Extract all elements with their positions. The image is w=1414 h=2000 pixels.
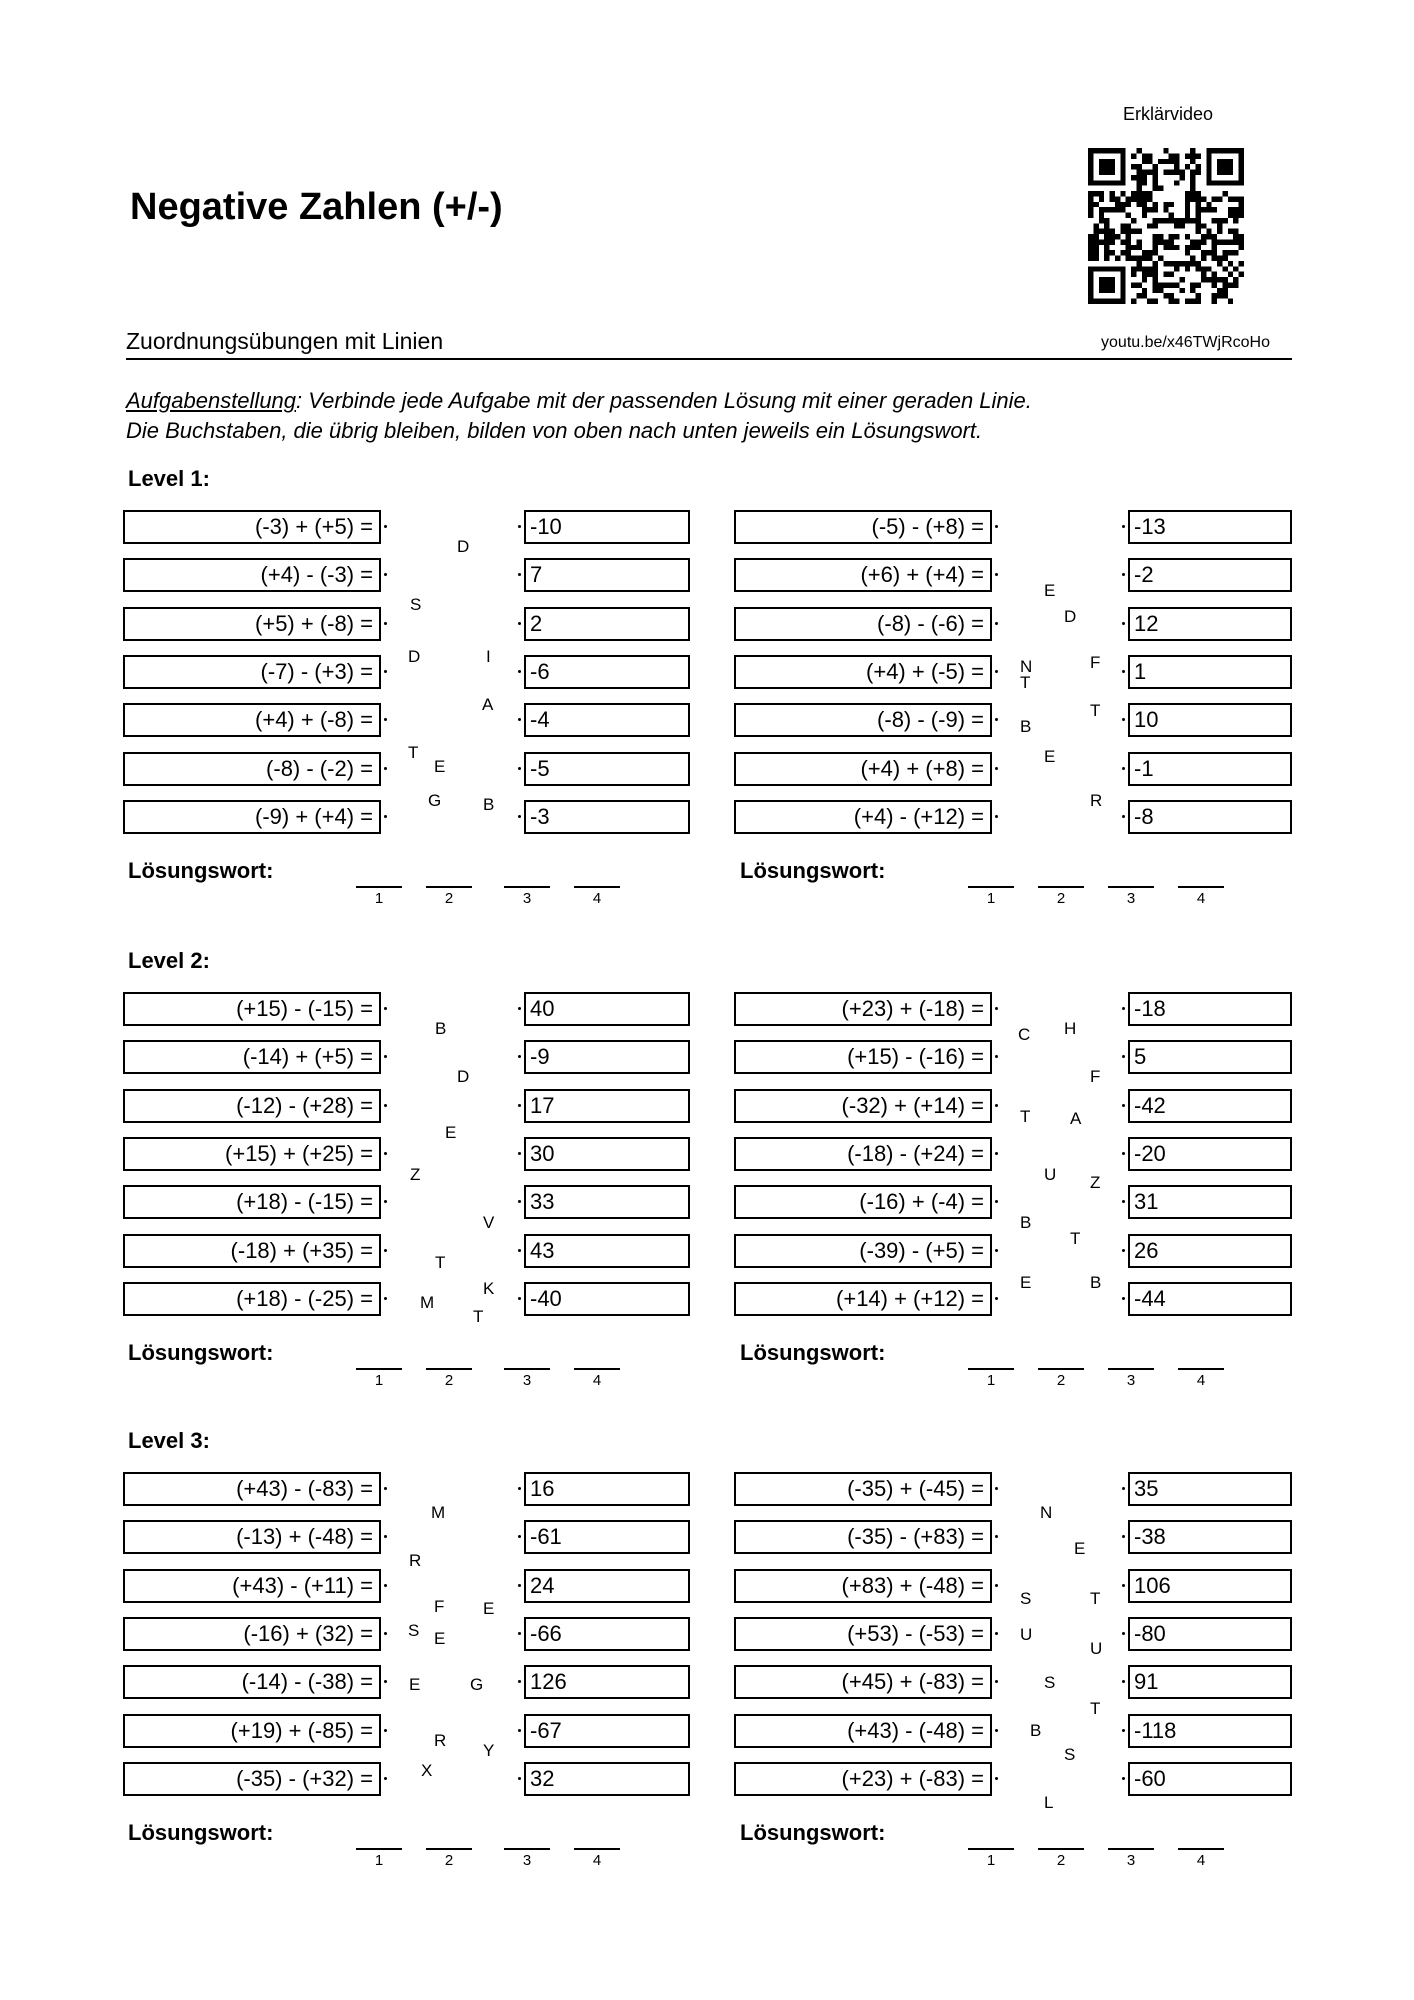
letter-label: R [434,1731,447,1750]
solution-blank[interactable] [504,886,550,888]
letter-label: M [431,1503,446,1522]
exercise-task: (+43) - (+11) = [123,1569,381,1603]
video-url: youtu.be/x46TWjRcoHo [1101,334,1270,351]
blank-number: 4 [1196,890,1206,908]
exercise-answer: -67 [524,1714,690,1748]
task-connector-dot[interactable] [384,1200,387,1203]
solution-blank[interactable] [574,886,620,888]
exercise-task: (-7) - (+3) = [123,655,381,689]
task-connector-dot[interactable] [995,1104,998,1107]
instruction-label: Aufgabenstellung [126,388,297,413]
exercise-answer: -4 [524,703,690,737]
letter-label: B [1030,1721,1042,1740]
letter-label: F [1090,653,1101,672]
answer-connector-dot[interactable] [1122,1680,1125,1683]
answer-connector-dot[interactable] [1122,1007,1125,1010]
exercise-answer: -9 [524,1040,690,1074]
exercise-answer: -118 [1128,1714,1292,1748]
exercise-answer: 32 [524,1762,690,1796]
exercise-task: (+4) + (+8) = [734,752,992,786]
exercise-task: (+5) + (-8) = [123,607,381,641]
solution-blank[interactable] [1038,886,1084,888]
solution-blank[interactable] [968,1368,1014,1370]
blank-number: 2 [444,1372,454,1390]
letter-label: E [445,1123,457,1142]
answer-connector-dot[interactable] [1122,815,1125,818]
letter-label: B [435,1019,447,1038]
task-connector-dot[interactable] [995,622,998,625]
task-connector-dot[interactable] [995,1777,998,1780]
subtitle: Zuordnungsübungen mit Linien [126,328,444,354]
answer-connector-dot[interactable] [1122,622,1125,625]
blank-number: 4 [592,890,602,908]
letter-label: D [457,1067,470,1086]
letter-label: B [1020,717,1032,736]
answer-connector-dot[interactable] [1122,1249,1125,1252]
exercise-task: (-35) - (+32) = [123,1762,381,1796]
solution-blank[interactable] [968,1848,1014,1850]
qr-caption: Erklärvideo [1122,104,1214,124]
task-connector-dot[interactable] [995,573,998,576]
letter-label: B [1090,1273,1102,1292]
task-connector-dot[interactable] [384,718,387,721]
solution-blank[interactable] [574,1368,620,1370]
letter-label: T [408,743,419,762]
solution-blank[interactable] [356,1848,402,1850]
exercise-task: (+15) - (-16) = [734,1040,992,1074]
blank-number: 1 [986,1372,996,1390]
blank-number: 1 [374,1852,384,1870]
letter-label: S [1044,1673,1056,1692]
letter-label: K [483,1279,495,1298]
solution-blank[interactable] [426,1848,472,1850]
answer-connector-dot[interactable] [1122,1152,1125,1155]
task-connector-dot[interactable] [384,670,387,673]
solution-blank[interactable] [504,1848,550,1850]
exercise-answer: 16 [524,1472,690,1506]
letter-label: N [1040,1503,1053,1522]
exercise-answer: 7 [524,558,690,592]
task-connector-dot[interactable] [384,767,387,770]
blank-number: 3 [522,1372,532,1390]
answer-connector-dot[interactable] [1122,1584,1125,1587]
task-connector-dot[interactable] [384,1535,387,1538]
task-connector-dot[interactable] [995,670,998,673]
exercise-answer: 5 [1128,1040,1292,1074]
exercise-task: (-14) + (+5) = [123,1040,381,1074]
answer-connector-dot[interactable] [518,1055,521,1058]
solution-blank[interactable] [426,886,472,888]
solution-label: Lösungswort: [128,1340,274,1366]
task-connector-dot[interactable] [384,1152,387,1155]
exercise-task: (-8) - (-2) = [123,752,381,786]
exercise-task: (-35) - (+83) = [734,1520,992,1554]
task-connector-dot[interactable] [384,1297,387,1300]
exercise-answer: 1 [1128,655,1292,689]
letter-label: C [1018,1025,1031,1044]
answer-connector-dot[interactable] [1122,1535,1125,1538]
task-connector-dot[interactable] [995,1200,998,1203]
level-title: Level 2: [128,948,210,973]
task-connector-dot[interactable] [995,718,998,721]
task-connector-dot[interactable] [995,1152,998,1155]
letter-label: Z [410,1165,421,1184]
exercise-answer: 33 [524,1185,690,1219]
task-connector-dot[interactable] [995,815,998,818]
exercise-task: (-13) + (-48) = [123,1520,381,1554]
task-connector-dot[interactable] [384,1729,387,1732]
task-connector-dot[interactable] [384,815,387,818]
letter-label: X [421,1761,433,1780]
exercise-task: (+43) - (-48) = [734,1714,992,1748]
answer-connector-dot[interactable] [1122,1200,1125,1203]
exercise-task: (-8) - (-9) = [734,703,992,737]
exercise-task: (+19) + (-85) = [123,1714,381,1748]
letter-label: U [1020,1625,1033,1644]
answer-connector-dot[interactable] [518,718,521,721]
exercise-answer: 106 [1128,1569,1292,1603]
level-title: Level 1: [128,466,210,491]
instruction-line-1 [126,388,1032,414]
answer-connector-dot[interactable] [518,670,521,673]
letter-label: T [1090,1699,1101,1718]
letter-label: U [1090,1639,1103,1658]
task-connector-dot[interactable] [995,1055,998,1058]
letter-label: E [409,1675,421,1694]
task-connector-dot[interactable] [384,1584,387,1587]
task-connector-dot[interactable] [384,1007,387,1010]
letter-label: V [483,1213,495,1232]
exercise-answer: -42 [1128,1089,1292,1123]
task-connector-dot[interactable] [384,1055,387,1058]
exercise-answer: 126 [524,1665,690,1699]
exercise-task: (-8) - (-6) = [734,607,992,641]
exercise-answer: -8 [1128,800,1292,834]
letter-label: I [486,647,491,666]
solution-blank[interactable] [1108,1848,1154,1850]
answer-connector-dot[interactable] [1122,1777,1125,1780]
letter-label: R [1090,791,1103,810]
blank-number: 2 [1056,890,1066,908]
exercise-task: (+18) - (-25) = [123,1282,381,1316]
exercise-task: (+4) - (-3) = [123,558,381,592]
letter-label: D [1064,607,1077,626]
blank-number: 2 [1056,1372,1066,1390]
exercise-answer: -3 [524,800,690,834]
letter-label: B [483,795,495,814]
answer-connector-dot[interactable] [1122,1297,1125,1300]
blank-number: 4 [1196,1852,1206,1870]
exercise-answer: -80 [1128,1617,1292,1651]
exercise-task: (+43) - (-83) = [123,1472,381,1506]
task-connector-dot[interactable] [384,1249,387,1252]
exercise-task: (-18) - (+24) = [734,1137,992,1171]
instruction-line-2: Die Buchstaben, die übrig bleiben, bilden von oben nach unten jeweils ein Lösungswort. [126,418,983,443]
answer-connector-dot[interactable] [518,767,521,770]
answer-connector-dot[interactable] [518,1535,521,1538]
answer-connector-dot[interactable] [1122,525,1125,528]
answer-connector-dot[interactable] [518,1729,521,1732]
exercise-answer: 12 [1128,607,1292,641]
exercise-answer: 24 [524,1569,690,1603]
letter-label: Z [1090,1173,1101,1192]
answer-connector-dot[interactable] [1122,1055,1125,1058]
letter-label: B [1020,1213,1032,1232]
exercise-task: (+4) + (-8) = [123,703,381,737]
answer-connector-dot[interactable] [518,1007,521,1010]
blank-number: 1 [986,1852,996,1870]
answer-connector-dot[interactable] [518,1632,521,1635]
answer-connector-dot[interactable] [1122,573,1125,576]
exercise-task: (-12) - (+28) = [123,1089,381,1123]
solution-blank[interactable] [426,1368,472,1370]
task-connector-dot[interactable] [384,1104,387,1107]
solution-blank[interactable] [504,1368,550,1370]
solution-blank[interactable] [356,886,402,888]
letter-label: S [1020,1589,1032,1608]
answer-connector-dot[interactable] [518,1104,521,1107]
blank-number: 3 [1126,890,1136,908]
task-connector-dot[interactable] [995,1487,998,1490]
exercise-answer: -13 [1128,510,1292,544]
task-connector-dot[interactable] [995,1584,998,1587]
blank-number: 3 [1126,1852,1136,1870]
task-connector-dot[interactable] [995,1680,998,1683]
exercise-task: (+53) - (-53) = [734,1617,992,1651]
solution-label: Lösungswort: [740,1340,886,1366]
exercise-answer: -61 [524,1520,690,1554]
exercise-answer: -60 [1128,1762,1292,1796]
blank-number: 3 [1126,1372,1136,1390]
exercise-answer: -66 [524,1617,690,1651]
exercise-answer: -1 [1128,752,1292,786]
answer-connector-dot[interactable] [1122,1487,1125,1490]
letter-label: F [1090,1067,1101,1086]
letter-label: G [428,791,442,810]
letter-label: T [435,1253,446,1272]
task-connector-dot[interactable] [384,573,387,576]
answer-connector-dot[interactable] [1122,1729,1125,1732]
task-connector-dot[interactable] [995,1729,998,1732]
solution-blank[interactable] [1178,1368,1224,1370]
exercise-task: (-3) + (+5) = [123,510,381,544]
blank-number: 1 [374,1372,384,1390]
task-connector-dot[interactable] [384,525,387,528]
exercise-task: (+83) + (-48) = [734,1569,992,1603]
answer-connector-dot[interactable] [518,1152,521,1155]
exercise-task: (-18) + (+35) = [123,1234,381,1268]
letter-label: E [1044,581,1056,600]
answer-connector-dot[interactable] [1122,767,1125,770]
answer-connector-dot[interactable] [518,1249,521,1252]
exercise-task: (-32) + (+14) = [734,1089,992,1123]
letter-label: R [409,1551,422,1570]
answer-connector-dot[interactable] [1122,670,1125,673]
task-connector-dot[interactable] [384,622,387,625]
letter-label: D [457,537,470,556]
exercise-answer: -40 [524,1282,690,1316]
page-title: Negative Zahlen (+/-) [130,186,503,228]
answer-connector-dot[interactable] [518,573,521,576]
exercise-answer: 17 [524,1089,690,1123]
letter-label: E [1020,1273,1032,1292]
solution-blank[interactable] [1178,886,1224,888]
letter-label: Y [483,1741,495,1760]
exercise-answer: -18 [1128,992,1292,1026]
exercise-task: (-35) + (-45) = [734,1472,992,1506]
letter-label: H [1064,1019,1077,1038]
task-connector-dot[interactable] [995,1535,998,1538]
letter-label: N [1020,657,1033,676]
exercise-task: (-14) - (-38) = [123,1665,381,1699]
solution-blank[interactable] [1108,886,1154,888]
exercise-task: (-5) - (+8) = [734,510,992,544]
qr-code-icon [1088,148,1244,304]
exercise-task: (+23) + (-18) = [734,992,992,1026]
answer-connector-dot[interactable] [518,1777,521,1780]
letter-label: T [1090,701,1101,720]
header-divider [126,358,1292,360]
task-connector-dot[interactable] [995,525,998,528]
solution-label: Lösungswort: [740,1820,886,1846]
task-connector-dot[interactable] [384,1680,387,1683]
exercise-answer: 31 [1128,1185,1292,1219]
blank-number: 4 [592,1852,602,1870]
answer-connector-dot[interactable] [518,1487,521,1490]
exercise-task: (+15) + (+25) = [123,1137,381,1171]
exercise-task: (-16) + (-4) = [734,1185,992,1219]
letter-label: D [408,647,421,666]
exercise-answer: 91 [1128,1665,1292,1699]
instruction-text-1: : Verbinde jede Aufgabe mit der passenden Lösung mit einer geraden Linie. [296,388,1032,413]
exercise-task: (+23) + (-83) = [734,1762,992,1796]
blank-number: 2 [444,1852,454,1870]
answer-connector-dot[interactable] [518,1200,521,1203]
exercise-answer: -38 [1128,1520,1292,1554]
letter-label: E [434,757,446,776]
letter-label: G [470,1675,484,1694]
answer-connector-dot[interactable] [1122,1104,1125,1107]
answer-connector-dot[interactable] [518,622,521,625]
letter-label: E [1044,747,1056,766]
letter-label: L [1044,1793,1054,1812]
exercise-task: (-16) + (32) = [123,1617,381,1651]
exercise-answer: -20 [1128,1137,1292,1171]
exercise-answer: -10 [524,510,690,544]
exercise-task: (+45) + (-83) = [734,1665,992,1699]
answer-connector-dot[interactable] [518,525,521,528]
answer-connector-dot[interactable] [518,1584,521,1587]
solution-label: Lösungswort: [128,1820,274,1846]
blank-number: 2 [1056,1852,1066,1870]
solution-blank[interactable] [1038,1848,1084,1850]
exercise-answer: 35 [1128,1472,1292,1506]
letter-label: T [1020,1107,1031,1126]
task-connector-dot[interactable] [995,1249,998,1252]
blank-number: 4 [592,1372,602,1390]
exercise-answer: 2 [524,607,690,641]
exercise-task: (+15) - (-15) = [123,992,381,1026]
letter-label: S [410,595,422,614]
blank-number: 1 [374,890,384,908]
answer-connector-dot[interactable] [1122,1632,1125,1635]
exercise-answer: -6 [524,655,690,689]
letter-label: T [1090,1589,1101,1608]
exercise-answer: -44 [1128,1282,1292,1316]
exercise-task: (+14) + (+12) = [734,1282,992,1316]
blank-number: 4 [1196,1372,1206,1390]
task-connector-dot[interactable] [384,1632,387,1635]
blank-number: 3 [522,890,532,908]
exercise-answer: 10 [1128,703,1292,737]
letter-label: T [1020,673,1031,692]
task-connector-dot[interactable] [384,1487,387,1490]
blank-number: 3 [522,1852,532,1870]
exercise-answer: -2 [1128,558,1292,592]
blank-number: 1 [986,890,996,908]
solution-label: Lösungswort: [740,858,886,884]
blank-number: 2 [444,890,454,908]
task-connector-dot[interactable] [995,767,998,770]
letter-label: S [408,1621,420,1640]
solution-blank[interactable] [574,1848,620,1850]
answer-connector-dot[interactable] [1122,718,1125,721]
answer-connector-dot[interactable] [518,1297,521,1300]
solution-blank[interactable] [1178,1848,1224,1850]
letter-label: A [1070,1109,1082,1128]
letter-label: E [434,1629,446,1648]
letter-label: U [1044,1165,1057,1184]
solution-blank[interactable] [356,1368,402,1370]
exercise-task: (+4) - (+12) = [734,800,992,834]
exercise-answer: 30 [524,1137,690,1171]
exercise-answer: 43 [524,1234,690,1268]
exercise-task: (-9) + (+4) = [123,800,381,834]
exercise-answer: -5 [524,752,690,786]
solution-label: Lösungswort: [128,858,274,884]
letter-label: S [1064,1745,1076,1764]
exercise-answer: 26 [1128,1234,1292,1268]
solution-blank[interactable] [1108,1368,1154,1370]
letter-label: E [483,1599,495,1618]
answer-connector-dot[interactable] [518,1680,521,1683]
letter-label: T [473,1307,484,1326]
letter-label: F [434,1597,445,1616]
task-connector-dot[interactable] [995,1007,998,1010]
letter-label: T [1070,1229,1081,1248]
task-connector-dot[interactable] [995,1297,998,1300]
exercise-task: (+4) + (-5) = [734,655,992,689]
exercise-task: (+18) - (-15) = [123,1185,381,1219]
exercise-task: (+6) + (+4) = [734,558,992,592]
letter-label: E [1074,1539,1086,1558]
exercise-task: (-39) - (+5) = [734,1234,992,1268]
task-connector-dot[interactable] [995,1632,998,1635]
answer-connector-dot[interactable] [518,815,521,818]
solution-blank[interactable] [1038,1368,1084,1370]
solution-blank[interactable] [968,886,1014,888]
letter-label: A [482,695,494,714]
task-connector-dot[interactable] [384,1777,387,1780]
level-title: Level 3: [128,1428,210,1453]
letter-label: M [420,1293,435,1312]
exercise-answer: 40 [524,992,690,1026]
